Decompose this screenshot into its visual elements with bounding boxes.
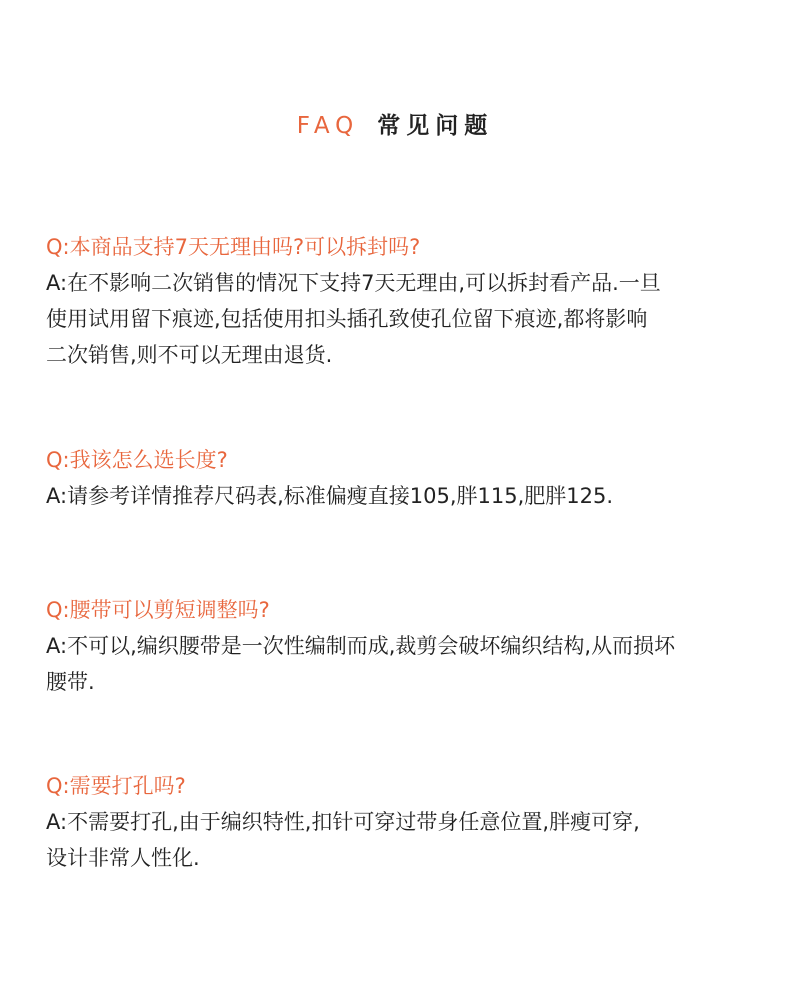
faq-answer-line: 使用试用留下痕迹,包括使用扣头插孔致使孔位留下痕迹,都将影响 <box>46 307 648 331</box>
faq-answer <box>46 478 756 514</box>
faq-header <box>0 108 790 144</box>
faq-item-length <box>46 442 756 514</box>
faq-answer-line: A:请参考详情推荐尺码表,标准偏瘦直接105,胖115,肥胖125. <box>46 484 614 508</box>
faq-item-trim <box>46 592 756 700</box>
faq-question: Q:本商品支持7天无理由吗?可以拆封吗? <box>46 235 421 259</box>
faq-question: Q:我该怎么选长度? <box>46 448 228 472</box>
faq-answer-line: A:不可以,编织腰带是一次性编制而成,裁剪会破坏编织结构,从而损坏 <box>46 634 676 658</box>
faq-answer <box>46 628 756 700</box>
faq-item-punch-hole <box>46 768 756 876</box>
faq-label: FAQ <box>296 113 360 139</box>
faq-answer-line: 腰带. <box>46 670 95 694</box>
page-title: 常见问题 <box>377 113 494 139</box>
faq-answer <box>46 804 756 876</box>
faq-answer-line: A:在不影响二次销售的情况下支持7天无理由,可以拆封看产品.一旦 <box>46 271 661 295</box>
faq-question: Q:需要打孔吗? <box>46 774 186 798</box>
faq-answer-line: 设计非常人性化. <box>46 846 200 870</box>
faq-answer <box>46 265 756 373</box>
faq-answer-line: 二次销售,则不可以无理由退货. <box>46 343 333 367</box>
faq-question: Q:腰带可以剪短调整吗? <box>46 598 270 622</box>
faq-item-return-policy <box>46 229 756 373</box>
faq-answer-line: A:不需要打孔,由于编织特性,扣针可穿过带身任意位置,胖瘦可穿, <box>46 810 640 834</box>
